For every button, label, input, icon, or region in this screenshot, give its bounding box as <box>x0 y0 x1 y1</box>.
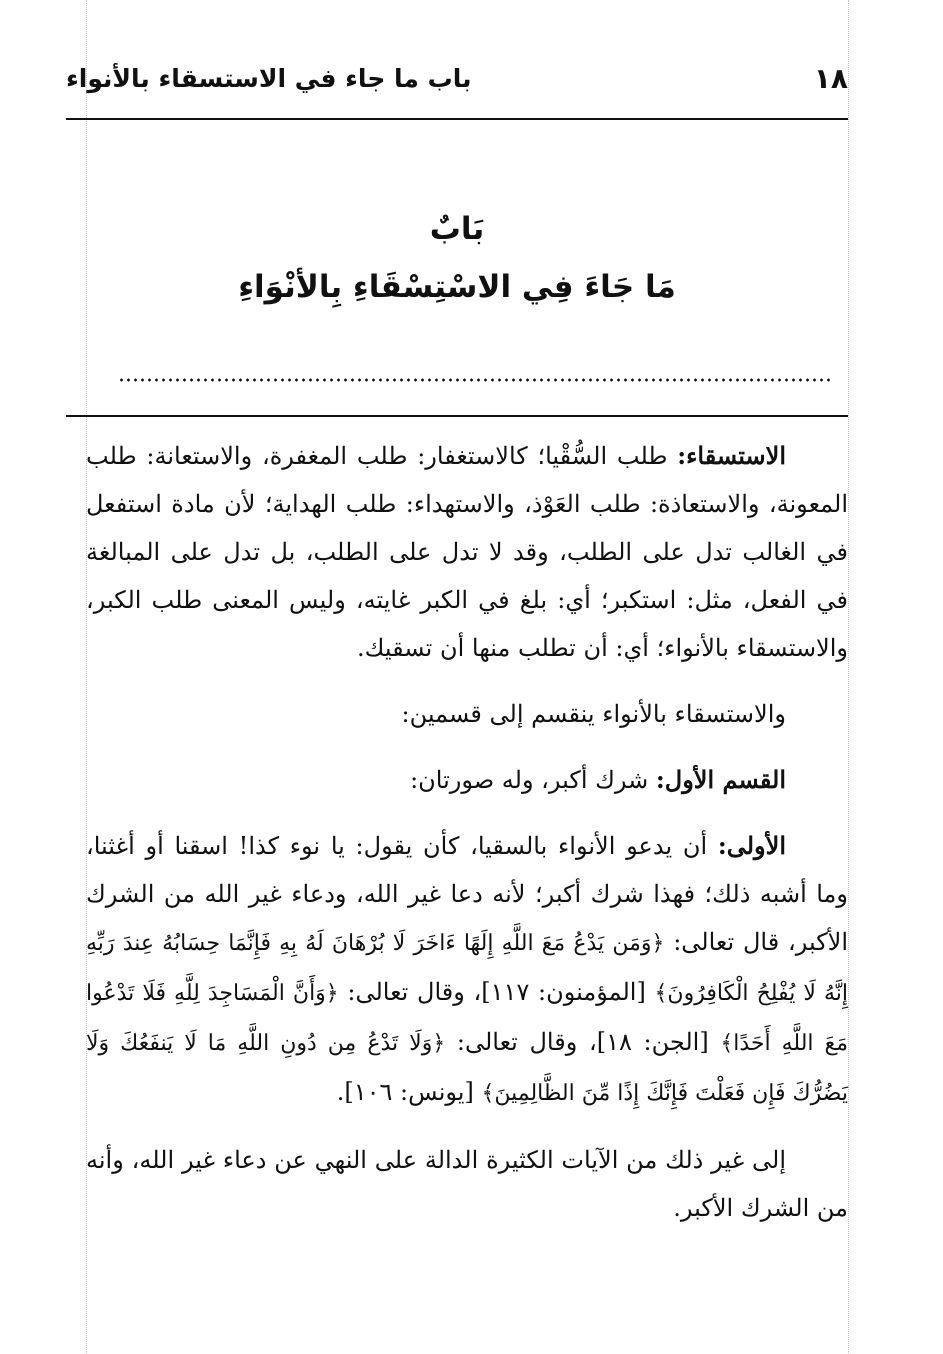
page-number: ١٨ <box>813 61 848 95</box>
dotted-separator <box>118 378 830 382</box>
verse-reference: [الجن: ١٨]، وقال تعالى: <box>445 1028 721 1056</box>
paragraph-text: والاستسقاء بالأنواء ينقسم إلى قسمين: <box>401 700 786 728</box>
paragraph-division <box>86 690 848 738</box>
running-header <box>66 58 848 98</box>
quran-verse: ﴿وَلَا تَدْعُ مِن دُونِ اللَّهِ مَا لَا يَنفَعُكَ وَلَا يَضُرُّكَ فَإِن فَعَلْتَ فَإِنَّكَ إِذًا مِّنَ الظَّالِمِينَ﴾ <box>86 1031 848 1106</box>
running-title: باب ما جاء في الاستسقاء بالأنواء <box>66 63 472 93</box>
body-text <box>86 432 848 1232</box>
header-rule <box>66 118 848 120</box>
paragraph-conclusion <box>86 1136 848 1232</box>
paragraph-text: طلب السُّقْيا؛ كالاستغفار: طلب المغفرة، والاستعانة: طلب المعونة، والاستعاذة: طلب العَوْذ، والاستهداء: طلب الهداية؛ لأن مادة استفعل في الغالب تدل على الطلب، وقد لا تدل على الطلب، بل تدل على المبالغة في الفعل، مثل: استكبر؛ أي: بلغ في الكبر غايته، وليس المعنى طلب الكبر، والاستسقاء بالأنواء؛ أي: أن تطلب منها أن تسقيك. <box>86 442 849 662</box>
term-lead: الأولى: <box>717 831 786 860</box>
paragraph-text: أن يدعو الأنواء بالسقيا، كأن يقول: يا نوء كذا! اسقنا أو أغثنا، وما أشبه ذلك؛ فهذا شرك أكبر؛ لأنه دعا غير الله، ودعاء غير الله من الشرك الأكبر، قال تعالى: <box>86 832 848 956</box>
chapter-title: مَا جَاءَ فِي الاسْتِسْقَاءِ بِالأنْوَاءِ <box>238 269 676 305</box>
paragraph-first-form <box>86 822 848 1118</box>
paragraph-text: إلى غير ذلك من الآيات الكثيرة الدالة على النهي عن دعاء غير الله، وأنه من الشرك الأكبر. <box>86 1146 848 1222</box>
paragraph-first-section <box>86 756 848 804</box>
verse-reference: [يونس: ١٠٦]. <box>336 1078 482 1106</box>
scan-artifact-line <box>848 0 849 1354</box>
quran-verse: ﴿وَمَن يَدْعُ مَعَ اللَّهِ إِلَهًا ءَاخَرَ لَا بُرْهَانَ لَهُ بِهِ فَإِنَّمَا حِسَابُهُ عِندَ رَبِّهِ إِنَّهُ لَا يُفْلِحُ الْكَافِرُونَ﴾ <box>86 931 848 1006</box>
quran-verse: ﴿وَأَنَّ الْمَسَاجِدَ لِلَّهِ فَلَا تَدْعُوا مَعَ اللَّهِ أَحَدًا﴾ <box>86 981 849 1056</box>
section-rule <box>66 415 848 417</box>
chapter-heading <box>66 205 848 311</box>
paragraph-definition <box>86 432 848 672</box>
term-lead: الاستسقاء: <box>677 441 786 470</box>
term-lead: القسم الأول: <box>655 765 786 794</box>
chapter-label: بَابٌ <box>429 211 485 247</box>
paragraph-text: شرك أكبر، وله صورتان: <box>410 766 656 794</box>
verse-reference: [المؤمنون: ١١٧]، وقال تعالى: <box>338 978 655 1006</box>
